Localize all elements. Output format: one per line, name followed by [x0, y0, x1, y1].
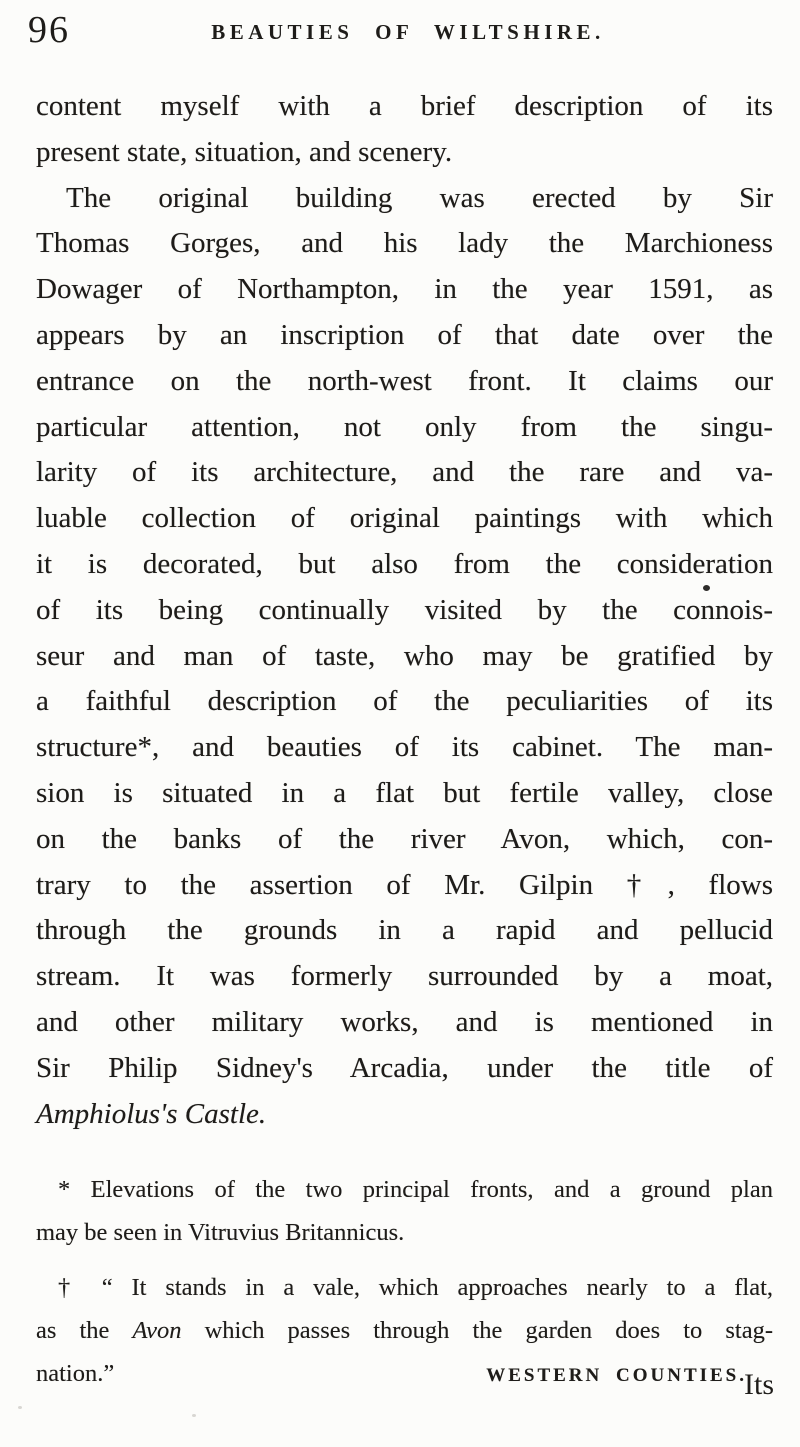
- footnote-asterisk: [36, 1168, 773, 1254]
- paper-speck: [192, 1414, 196, 1417]
- text-line: particular attention, not only from the singu-: [36, 410, 773, 443]
- text-line: trary to the assertion of Mr. Gilpin †, flows: [36, 868, 773, 901]
- text-line: Dowager of Northampton, in the year 1591, as: [36, 273, 773, 306]
- text-line: larity of its architecture, and the rare and va-: [36, 456, 773, 489]
- ink-spot: [703, 585, 710, 591]
- footnote-text: as the: [36, 1317, 133, 1344]
- catchword: Its: [744, 1368, 774, 1401]
- text-line: appears by an inscription of that date over the: [36, 318, 773, 351]
- page-number: 96: [28, 9, 70, 51]
- text-line: structure*, and beauties of its cabinet. The man-: [36, 731, 773, 764]
- text-line: entrance on the north-west front. It claims our: [36, 364, 773, 397]
- text-line: Amphiolus's Castle.: [36, 1097, 267, 1130]
- text-line: Sir Philip Sidney's Arcadia, under the title of: [36, 1051, 773, 1084]
- footnote-text: nation.”: [36, 1360, 115, 1387]
- text-line: The original building was erected by Sir: [66, 181, 773, 214]
- text-line: sion is situated in a flat but fertile valley, close: [36, 776, 773, 809]
- text-line: content myself with a brief description of its: [36, 90, 773, 122]
- footnote-attribution: WESTERN COUNTIES.: [486, 1365, 747, 1386]
- footnote-line: may be seen in Vitruvius Britannicus.: [36, 1219, 405, 1246]
- text-line: stream. It was formerly surrounded by a moat,: [36, 960, 773, 993]
- text-line: of its being continually visited by the connois-: [36, 593, 773, 626]
- text-line: a faithful description of the peculiarities of its: [36, 685, 773, 718]
- body-text: [36, 84, 773, 1137]
- footnote-text: which passes through the garden does to stag-: [181, 1317, 773, 1344]
- text-line: through the grounds in a rapid and pellucid: [36, 914, 773, 947]
- footnote-line: [36, 1309, 773, 1352]
- footnote-text-italic: Avon: [132, 1317, 182, 1344]
- text-line: seur and man of taste, who may be gratified by: [36, 639, 773, 672]
- footnote-line: † “ It stands in a vale, which approaches nearly to a flat,: [58, 1274, 773, 1301]
- footnote-line: * Elevations of the two principal fronts, and a ground plan: [58, 1176, 773, 1203]
- text-line: Thomas Gorges, and his lady the Marchioness: [36, 227, 773, 260]
- footnote-line: [36, 1352, 773, 1397]
- text-line: and other military works, and is mentioned in: [36, 1005, 773, 1038]
- text-line: luable collection of original paintings with which: [36, 502, 773, 535]
- paper-speck: [18, 1406, 22, 1409]
- text-line: present state, situation, and scenery.: [36, 135, 453, 168]
- text-line: on the banks of the river Avon, which, con-: [36, 822, 773, 855]
- footnote-dagger: [36, 1266, 773, 1397]
- text-line: it is decorated, but also from the consideration: [36, 547, 773, 580]
- running-title: BEAUTIES OF WILTSHIRE.: [211, 20, 605, 44]
